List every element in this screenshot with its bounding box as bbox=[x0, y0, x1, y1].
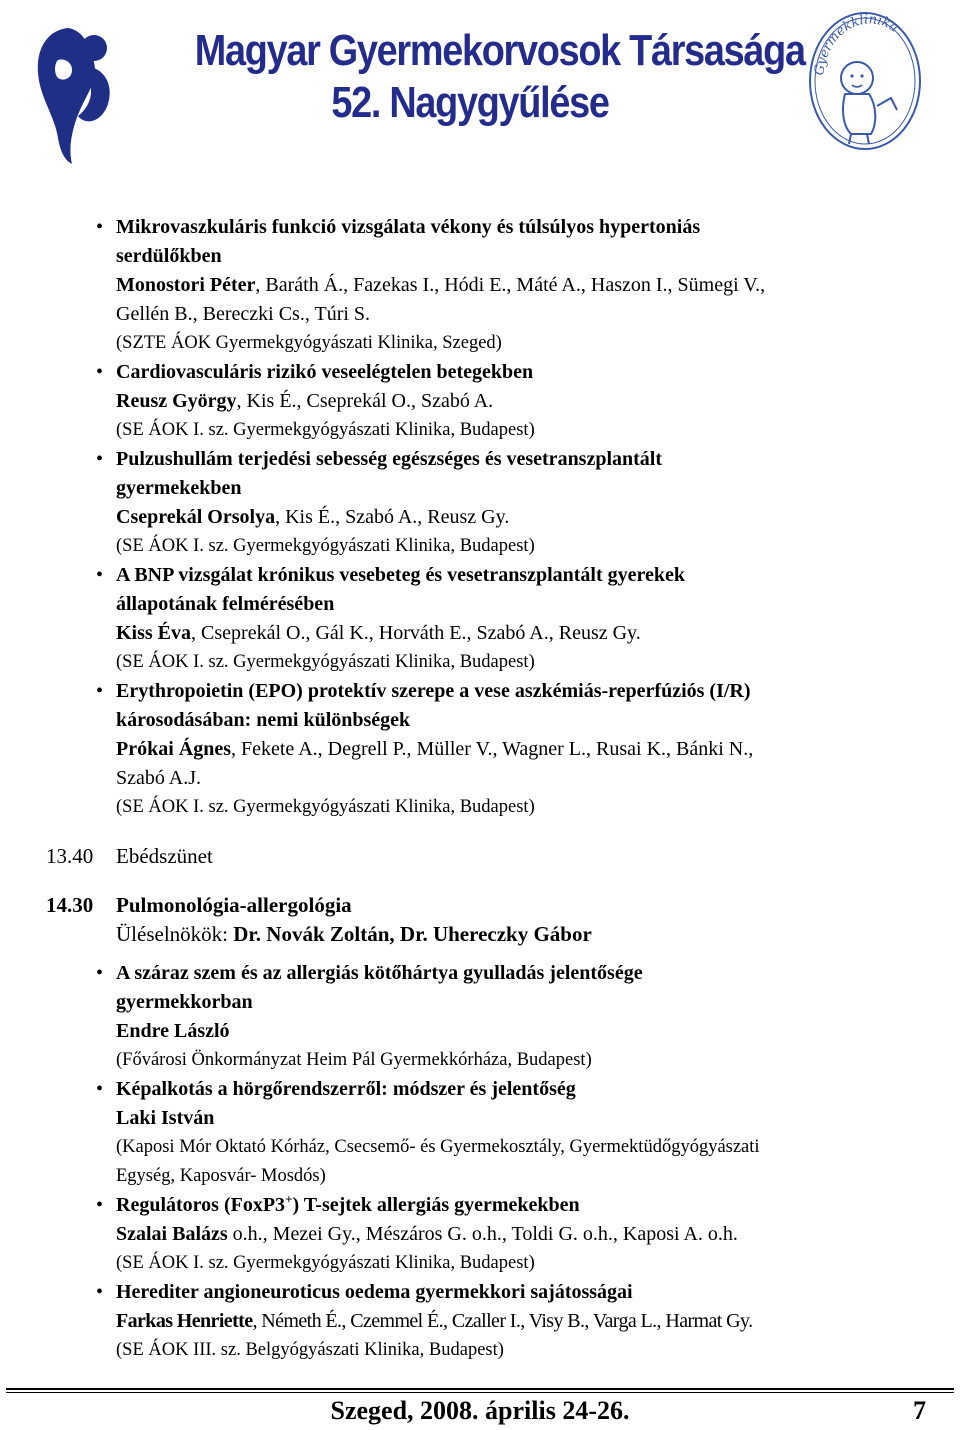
bullet: • bbox=[96, 962, 104, 984]
lunch-break bbox=[0, 842, 860, 871]
talk-affiliation: (SZTE ÁOK Gyermekgyógyászati Klinika, Szeged) bbox=[116, 333, 502, 353]
session-time: 13.40 bbox=[46, 844, 94, 868]
clinic-logo-text: Gyermekklinika bbox=[812, 12, 901, 77]
talk-affiliation: (Kaposi Mór Oktató Kórház, Csecsemő- és Gyermekosztály, Gyermektüdőgyógyászati Egység, Kaposvár- Mosdós) bbox=[116, 1137, 760, 1186]
page-header bbox=[0, 0, 960, 170]
session-chairs bbox=[0, 920, 860, 949]
presenting-author: Szalai Balázs bbox=[116, 1223, 228, 1245]
header-subtitle: 52. Nagygyűlése bbox=[331, 78, 609, 127]
talk-authors: Cseprekál Orsolya, Kis É., Szabó A., Reusz Gy. bbox=[116, 506, 510, 528]
session-header bbox=[0, 891, 860, 920]
presenting-author: Monostori Péter bbox=[116, 274, 256, 296]
talk-title: Cardiovasculáris rizikó veseelégtelen betegekben bbox=[116, 361, 534, 383]
talk-affiliation: (SE ÁOK III. sz. Belgyógyászati Klinika, Budapest) bbox=[116, 1340, 504, 1360]
talk-affiliation: (SE ÁOK I. sz. Gyermekgyógyászati Klinika, Budapest) bbox=[116, 420, 535, 440]
talk-authors: Kiss Éva, Cseprekál O., Gál K., Horváth E., Szabó A., Reusz Gy. bbox=[116, 622, 641, 644]
chairs-label: Üléselnökök: bbox=[116, 922, 234, 946]
talk-title: Regulátoros (FoxP3+) T-sejtek allergiás gyermekekben bbox=[116, 1191, 580, 1216]
list-item bbox=[0, 959, 906, 1075]
bullet: • bbox=[96, 216, 104, 238]
presenting-author: Kiss Éva bbox=[116, 622, 192, 644]
talk-authors bbox=[116, 1017, 906, 1046]
talk-title: Pulzushullám terjedési sebesség egészséges és vesetranszplantált gyermekekben bbox=[116, 448, 663, 499]
talk-authors: Monostori Péter, Baráth Á., Fazekas I., Hódi E., Máté A., Haszon I., Sümegi V., Gellén B., Bereczki Cs., Túri S. bbox=[116, 274, 766, 325]
talk-authors: Szalai Balázs o.h., Mezei Gy., Mészáros G. o.h., Toldi G. o.h., Kaposi A. o.h. bbox=[116, 1223, 738, 1245]
bullet: • bbox=[96, 1281, 104, 1303]
footer-divider-thin bbox=[6, 1392, 954, 1393]
footer-location-date: Szeged, 2008. április 24-26. bbox=[330, 1396, 630, 1425]
list-item bbox=[0, 677, 906, 822]
society-logo-icon bbox=[28, 18, 128, 168]
bullet: • bbox=[96, 564, 104, 586]
talk-authors: Reusz György, Kis É., Cseprekál O., Szabó A. bbox=[116, 390, 494, 412]
presenting-author: Reusz György bbox=[116, 390, 237, 412]
list-item bbox=[0, 1191, 906, 1278]
talk-authors bbox=[116, 1104, 906, 1133]
talk-title: Képalkotás a hörgőrendszerről: módszer és jelentőség bbox=[116, 1078, 576, 1100]
session-title: Pulmonológia-allergológia bbox=[116, 893, 352, 917]
clinic-logo-icon bbox=[805, 6, 925, 156]
talk-affiliation: (SE ÁOK I. sz. Gyermekgyógyászati Klinika, Budapest) bbox=[116, 536, 535, 556]
presenting-author: Endre László bbox=[116, 1020, 230, 1042]
chairs-names: Dr. Novák Zoltán, Dr. Uhereczky Gábor bbox=[233, 922, 592, 946]
session-time: 14.30 bbox=[46, 893, 94, 917]
list-item bbox=[0, 358, 906, 445]
talk-affiliation: (Fővárosi Önkormányzat Heim Pál Gyermekkórháza, Budapest) bbox=[116, 1050, 592, 1070]
svg-text:Gyermekklinika bbox=[812, 12, 901, 76]
bullet: • bbox=[96, 1078, 104, 1100]
talk-title: Mikrovaszkuláris funkció vizsgálata vékony és túlsúlyos hypertoniás serdülőkben bbox=[116, 216, 701, 267]
presenting-author: Laki István bbox=[116, 1107, 215, 1129]
talk-authors: Prókai Ágnes, Fekete A., Degrell P., Müller V., Wagner L., Rusai K., Bánki N., Szabó A.J. bbox=[116, 738, 754, 789]
bullet: • bbox=[96, 680, 104, 702]
talk-affiliation: (SE ÁOK I. sz. Gyermekgyógyászati Klinika, Budapest) bbox=[116, 652, 535, 672]
list-item bbox=[0, 561, 906, 677]
header-title: Magyar Gyermekorvosok Társasága bbox=[194, 26, 805, 75]
presenting-author: Farkas Henriette bbox=[116, 1310, 253, 1332]
talk-authors: Farkas Henriette, Németh É., Czemmel É., Czaller I., Visy B., Varga L., Harmat Gy. bbox=[116, 1310, 753, 1332]
presenting-author: Prókai Ágnes bbox=[116, 738, 231, 760]
list-item bbox=[0, 1075, 906, 1191]
program-content bbox=[0, 200, 960, 1365]
bullet: • bbox=[96, 361, 104, 383]
talk-title: Erythropoietin (EPO) protektív szerepe a vese aszkémiás-reperfúziós (I/R) károsodásában: nemi különbségek bbox=[116, 680, 751, 731]
talk-title: Herediter angioneuroticus oedema gyermekkori sajátosságai bbox=[116, 1281, 633, 1303]
list-item bbox=[0, 213, 906, 358]
footer-divider bbox=[6, 1388, 954, 1390]
talk-title: A száraz szem és az allergiás kötőhártya gyulladás jelentősége gyermekkorban bbox=[116, 962, 643, 1013]
talk-title: A BNP vizsgálat krónikus vesebeteg és vesetranszplantált gyerekek állapotának felmérésében bbox=[116, 564, 686, 615]
list-item bbox=[0, 1278, 906, 1365]
bullet: • bbox=[96, 1194, 104, 1216]
bullet: • bbox=[96, 448, 104, 470]
page-number: 7 bbox=[913, 1396, 926, 1425]
list-item bbox=[0, 445, 906, 561]
presenting-author: Cseprekál Orsolya bbox=[116, 506, 276, 528]
session-label: Ebédszünet bbox=[116, 844, 213, 868]
talk-affiliation: (SE ÁOK I. sz. Gyermekgyógyászati Klinika, Budapest) bbox=[116, 1253, 535, 1273]
talk-affiliation: (SE ÁOK I. sz. Gyermekgyógyászati Klinika, Budapest) bbox=[116, 797, 535, 817]
